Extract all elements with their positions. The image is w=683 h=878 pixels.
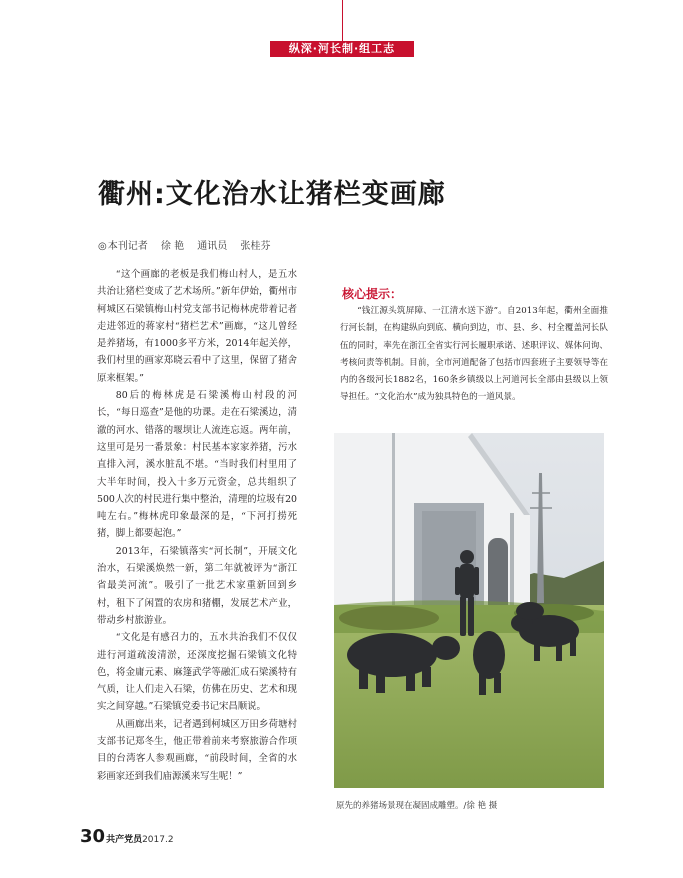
section-banner: 纵深·河长制·组工志 — [270, 41, 414, 57]
photo-caption: 原先的养猪场景现在凝固成雕塑。/徐 艳 摄 — [336, 801, 498, 811]
magazine-name: 共产党员 — [106, 835, 143, 845]
reporter-name: 徐 艳 — [160, 241, 185, 252]
correspondent-name: 张桂芬 — [240, 241, 271, 252]
issue-number: 2017.2 — [142, 835, 174, 845]
page-number: 30 — [80, 826, 106, 847]
key-points-text: “钱江源头筑屏障、一江清水送下游”。自2013年起，衢州全面推行河长制，在构建纵向到底、横向到边，市、县、乡、村全覆盖河长队伍的同时，率先在浙江全省实行河长履职承诺、述职评议、媒体问询、考核问责等机制。目前，全市河道配备了包括市四套班子主要领导等在内的各级河长1882名，160条乡镇级以上河道河长全部由县级以上领导担任。“文化治水”成为独具特色的一道风景。 — [340, 306, 608, 403]
body-paragraph: 2013年，石梁镇落实“河长制”，开展文化治水，石梁溪焕然一新，第二年就被评为“浙江省最美河流”。吸引了一批艺术家重新回到乡村，租下了闲置的农房和猪棚，发展艺术产业，带动乡村旅游业。 — [97, 545, 297, 626]
body-paragraph: 80后的梅林虎是石梁溪梅山村段的河长，“每日巡查”是他的功课。走在石梁溪边，清澈的河水、错落的堰坝让人流连忘返。两年前，这里可是另一番景象：村民基本家家养猪，污水直排入河，溪水脏乱不堪。“当时我们村里用了大半年时间，投入十多万元资金，总共组织了500人次的村民进行集中整治，清理的垃圾有20吨左右。”梅林虎印象最深的是，“下河打捞死猪，脚上都要起泡。” — [97, 390, 297, 540]
article-photo — [334, 433, 604, 788]
byline — [98, 237, 280, 252]
reporter-role: 本刊记者 — [107, 241, 148, 252]
key-points-title: 核心提示： — [342, 287, 403, 301]
page-footer — [80, 826, 174, 847]
body-paragraph: “这个画廊的老板是我们梅山村人，是五水共治让猪栏变成了艺术场所。”新年伊始，衢州市柯城区石梁镇梅山村党支部书记梅林虎带着记者走进邻近的蒋家村“猪栏艺术”画廊，“这儿曾经是养猪场，有1000多平方米，2014年起关停，我们村里的画家郑晓云看中了这里，保留了猪舍原来框架。” — [97, 269, 297, 384]
body-paragraph: “文化是有感召力的，五水共治我们不仅仅进行河道疏浚清淤，还深度挖掘石梁镇文化特色，将金庸元素、麻篷武学等融汇成石梁溪特有气质，让人们走入石梁，仿佛在历史、艺术和现实之间穿越。”石梁镇党委书记宋昌顺说。 — [97, 632, 297, 713]
top-divider-rule — [342, 0, 343, 44]
pig-sculpture-photo-illustration — [334, 433, 604, 788]
article-title: 衢州:文化治水让猪栏变画廊 — [98, 179, 446, 210]
byline-mark: ◎ — [98, 241, 107, 252]
correspondent-role: 通讯员 — [197, 241, 228, 252]
article-body — [97, 266, 297, 785]
body-paragraph: 从画廊出来，记者遇到柯城区万田乡荷塘村支部书记郑冬生，他正带着前来考察旅游合作项目的台湾客人参观画廊，“前段时间，全省的水彩画家还到我们庙源溪来写生呢！” — [97, 718, 297, 782]
